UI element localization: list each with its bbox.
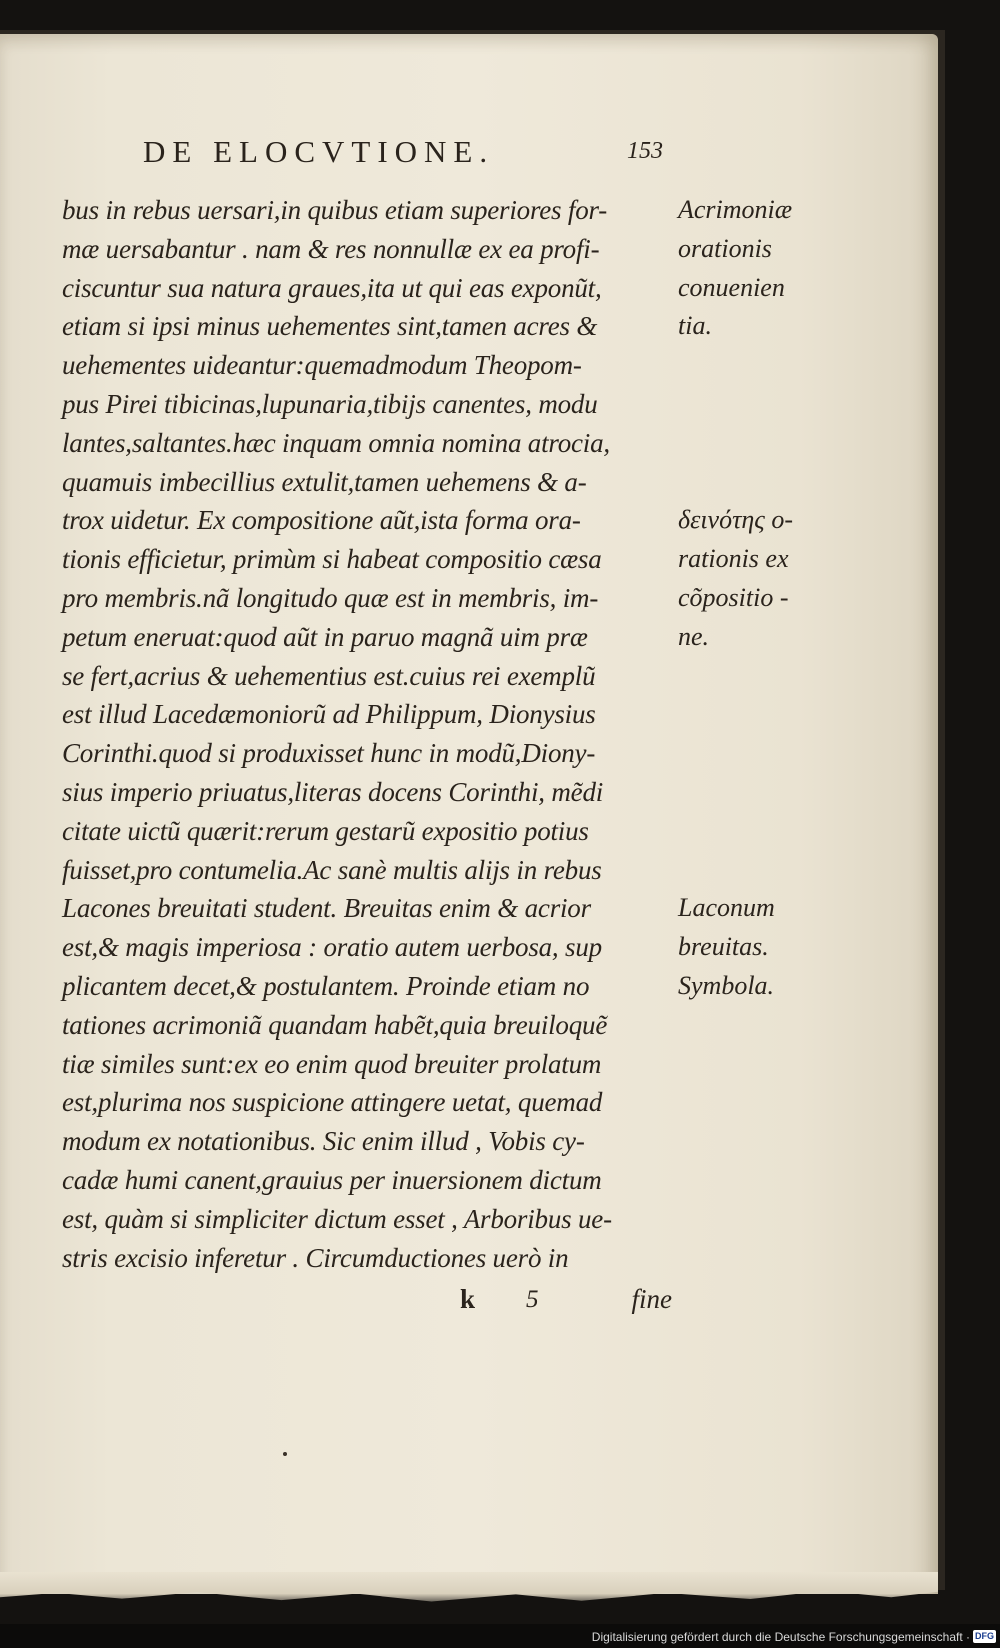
text-line: mæ uersabantur . nam & res nonnullæ ex ea profi- [62, 233, 600, 264]
margin-note-line: cõpositio - [678, 582, 789, 612]
margin-note-line: Laconum [678, 893, 775, 923]
margin-note-line: Symbola. [678, 970, 775, 1000]
page-number: 153 [627, 138, 663, 164]
text-line: ciscuntur sua natura graues,ita ut qui eas exponũt, [62, 272, 602, 303]
margin-note [678, 191, 828, 346]
main-text-block [62, 191, 672, 1277]
text-line: trox uidetur. Ex compositione aũt,ista forma ora- [62, 505, 581, 536]
text-line: est illud Lacedæmoniorũ ad Philippum, Dionysius [62, 699, 596, 730]
page-bottom-edge [0, 1572, 938, 1608]
margin-note-line: tia. [678, 311, 712, 341]
catchword: fine [631, 1284, 672, 1314]
text-line: Lacones breuitati student. Breuitas enim & acrior [62, 893, 591, 924]
ink-speck [283, 1452, 287, 1456]
running-head: DE ELOCVTIONE. [143, 134, 495, 169]
margin-note-line: ne. [678, 621, 710, 651]
margin-note [678, 501, 828, 656]
text-line: cadæ humi canent,grauius per inuersionem dictum [62, 1164, 602, 1195]
margin-note-line: rationis ex [678, 544, 789, 574]
signature-mark: k [460, 1284, 476, 1314]
digitization-credit: Digitalisierung gefördert durch die Deutsche Forschungsgemeinschaft · [591, 1630, 970, 1644]
margin-note-line: breuitas. [678, 932, 769, 962]
text-line: quamuis imbecillius extulit,tamen uehemens & a- [62, 466, 587, 497]
margin-note [678, 889, 828, 1005]
text-line: stris excisio inferetur . Circumductiones uerò in [62, 1242, 569, 1273]
text-line: tationes acrimoniã quandam habẽt,quia breuiloquẽ [62, 1009, 608, 1040]
text-line: bus in rebus uersari,in quibus etiam superiores for- [62, 195, 608, 225]
text-line: tiæ similes sunt:ex eo enim quod breuiter prolatum [62, 1048, 602, 1079]
dfg-logo-icon: DFG [975, 1631, 994, 1641]
text-line: sius imperio priuatus,literas docens Corinthi, mẽdi [62, 776, 604, 807]
text-line: Corinthi.quod si produxisset hunc in modũ,Diony- [62, 738, 596, 769]
margin-note-line: Acrimoniæ [678, 195, 793, 224]
text-line: pus Pirei tibicinas,lupunaria,tibijs canentes, modu [62, 388, 598, 419]
text-line: est, quàm si simpliciter dictum esset , Arboribus ue- [62, 1203, 612, 1234]
text-line: petum eneruat:quod aũt in paruo magnã uim præ [62, 621, 588, 652]
text-line: plicantem decet,& postulantem. Proinde etiam no [62, 970, 590, 1001]
margin-note-line: conuenien [678, 272, 785, 302]
text-line: est,plurima nos suspicione attingere uetat, quemad [62, 1087, 603, 1118]
text-line: modum ex notationibus. Sic enim illud , Vobis cy- [62, 1126, 585, 1157]
footer-bar [0, 1624, 1000, 1648]
page-footer [460, 1284, 672, 1324]
text-line: citate uictũ quærit:rerum gestarũ expositio potius [62, 815, 589, 846]
margin-note-line: orationis [678, 233, 772, 263]
page-header [143, 134, 663, 174]
text-line: tionis efficietur, primùm si habeat compositio cæsa [62, 544, 602, 575]
text-line: lantes,saltantes.hæc inquam omnia nomina atrocia, [62, 427, 610, 458]
signature-number: 5 [526, 1286, 539, 1313]
text-line: se fert,acrius & uehementius est.cuius rei exemplũ [62, 660, 596, 691]
text-line: pro membris.nã longitudo quæ est in membris, im- [62, 582, 599, 613]
text-line: uehementes uideantur:quemadmodum Theopom- [62, 350, 582, 381]
text-line: fuisset,pro contumelia.Ac sanè multis alijs in rebus [62, 854, 602, 885]
margin-note-line: δεινότης o- [678, 505, 794, 535]
text-line: etiam si ipsi minus uehementes sint,tamen acres & [62, 311, 598, 342]
text-line: est,& magis imperiosa : oratio autem uerbosa, sup [62, 932, 602, 963]
